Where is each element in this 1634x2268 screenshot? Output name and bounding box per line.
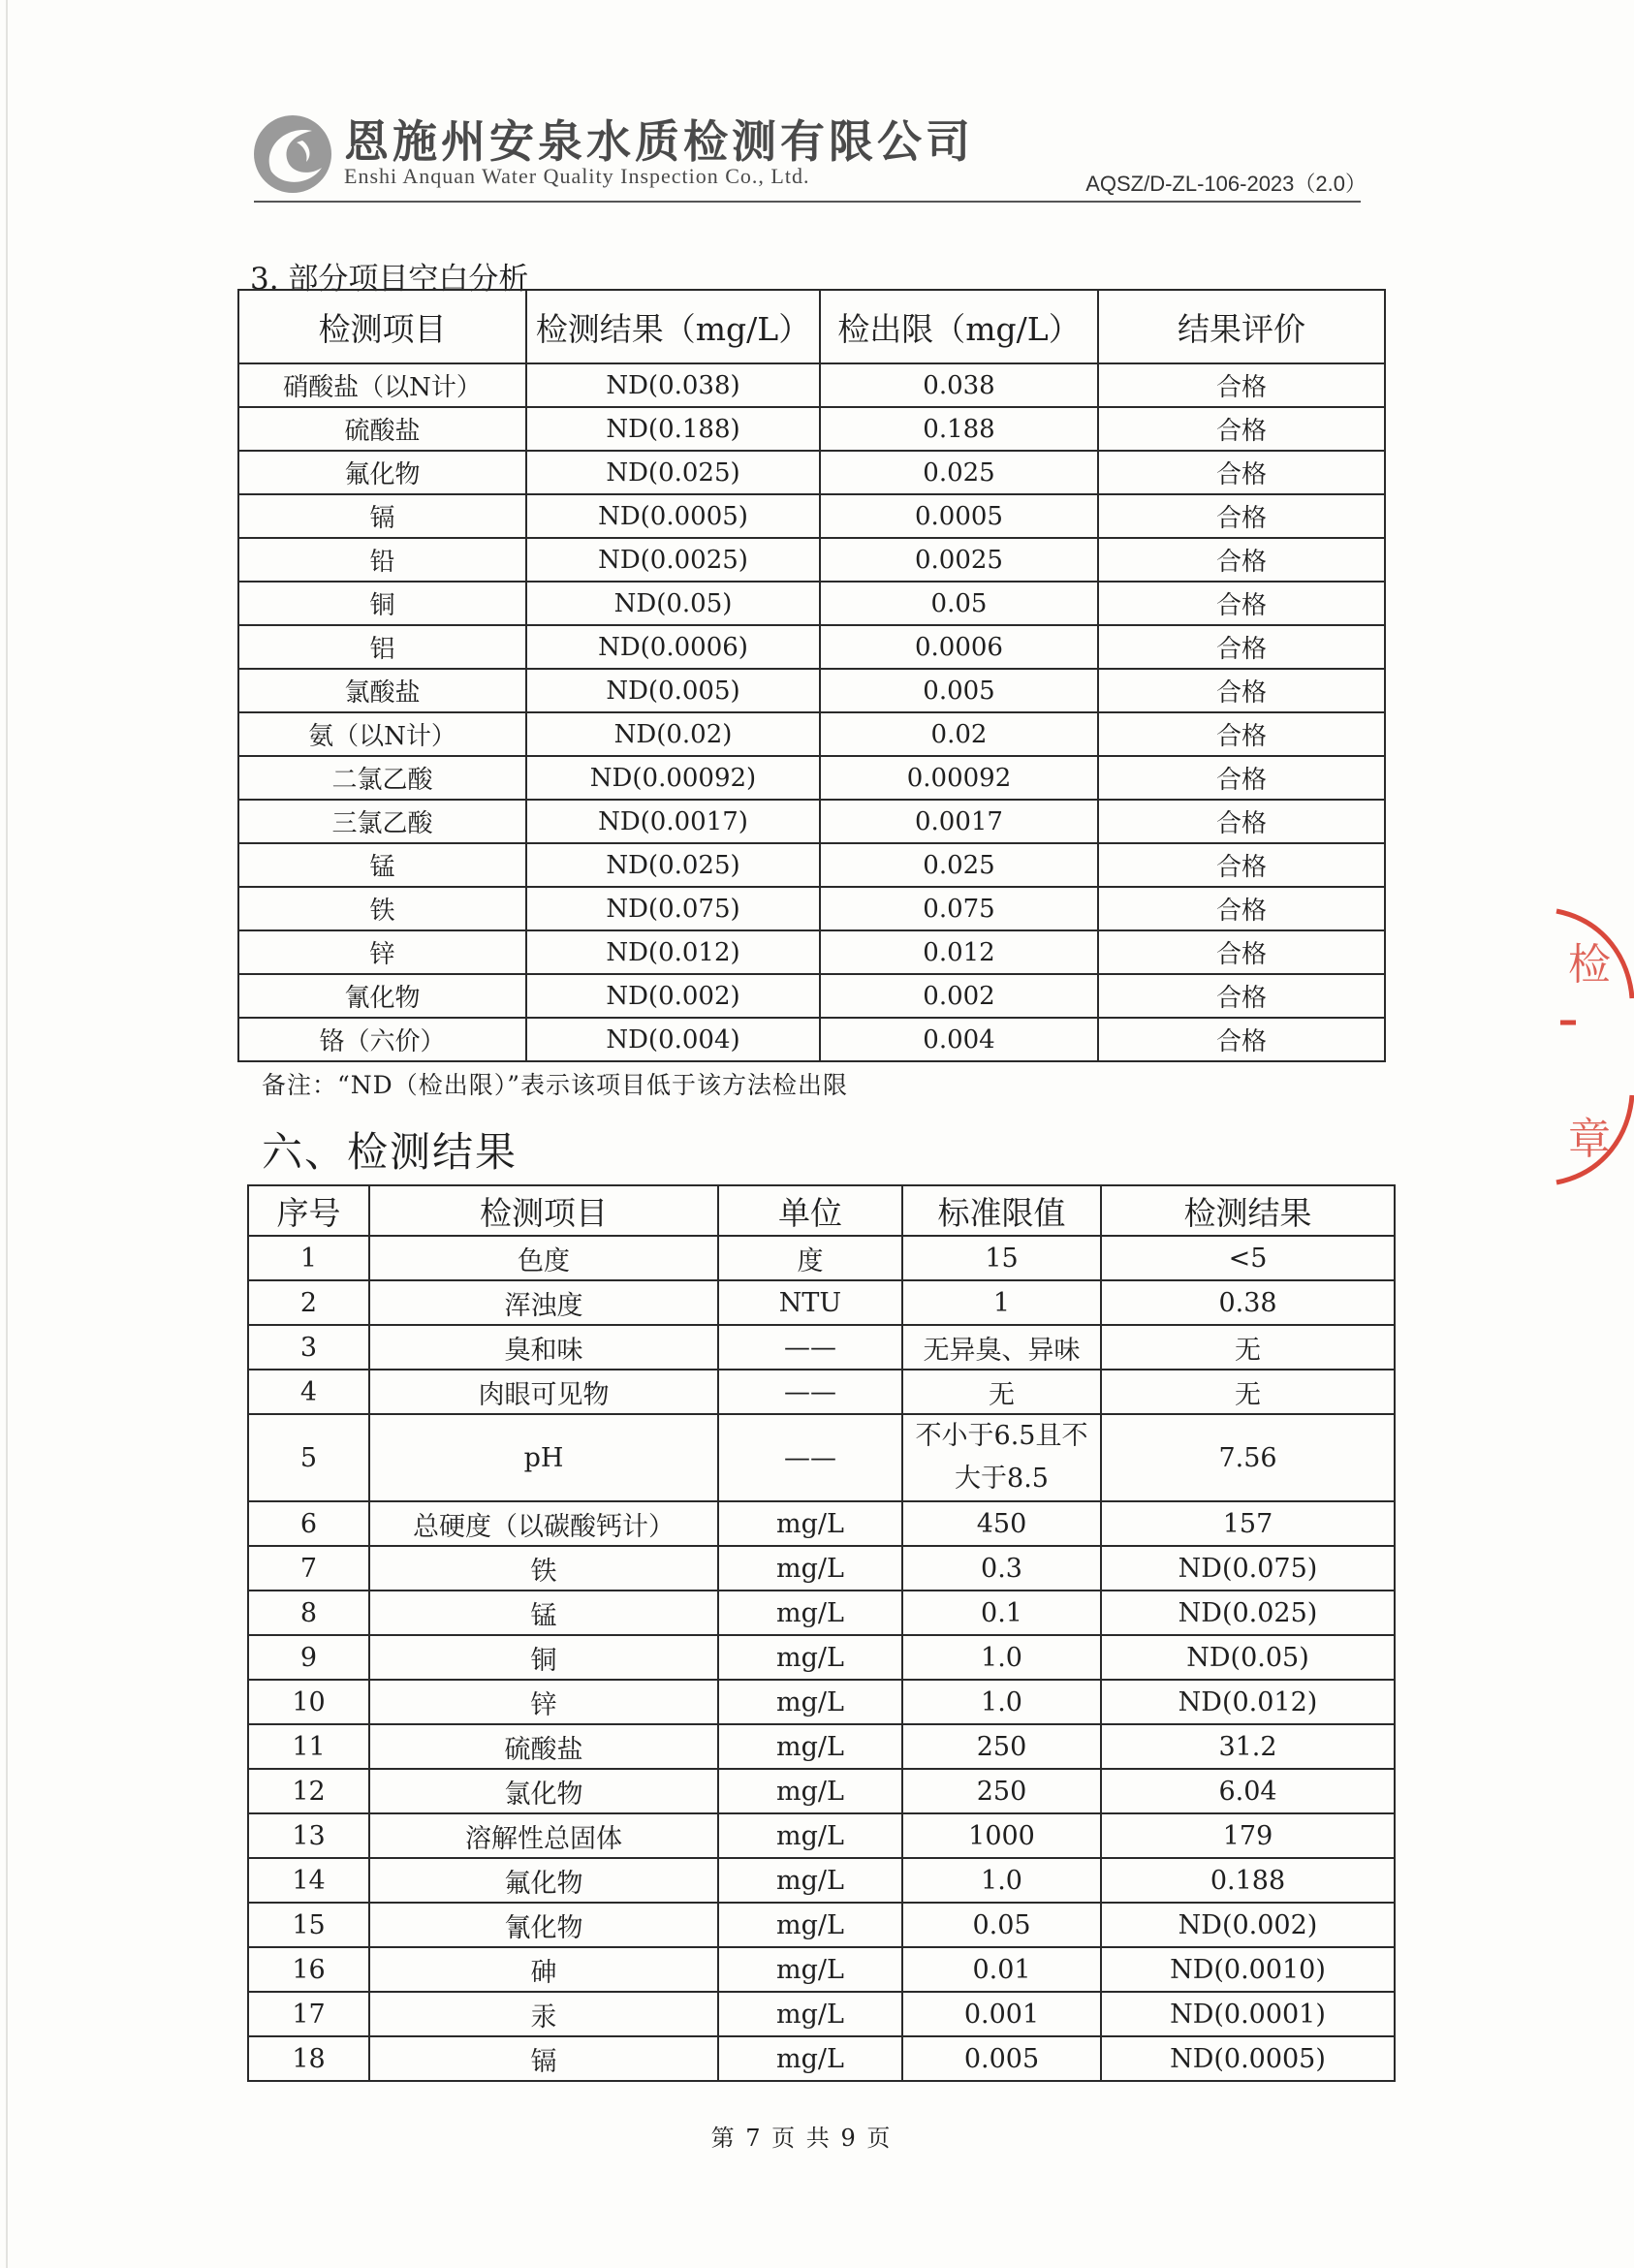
table-cell: mg/L — [718, 1813, 902, 1858]
table-cell: 合格 — [1098, 363, 1385, 407]
table-cell: 合格 — [1098, 1018, 1385, 1061]
table-cell: ND(0.025) — [526, 451, 820, 494]
table-cell: 合格 — [1098, 582, 1385, 625]
table-row — [248, 1947, 1395, 1992]
table-cell: ND(0.025) — [526, 843, 820, 887]
table-header-row — [248, 1185, 1395, 1236]
table-cell: 0.01 — [902, 1947, 1101, 1992]
table-cell: 14 — [248, 1858, 369, 1903]
table-cell: ND(0.0010) — [1101, 1947, 1395, 1992]
table-cell: 0.0025 — [820, 538, 1098, 582]
table-cell: ND(0.0025) — [526, 538, 820, 582]
table-cell: ND(0.0006) — [526, 625, 820, 669]
table-cell: ND(0.002) — [1101, 1903, 1395, 1947]
table-cell: pH — [369, 1414, 718, 1501]
table-cell: ND(0.075) — [526, 887, 820, 930]
table-cell: 总硬度（以碳酸钙计） — [369, 1501, 718, 1546]
table-cell: 硫酸盐 — [369, 1724, 718, 1769]
table-cell: 肉眼可见物 — [369, 1370, 718, 1414]
table-cell: 度 — [718, 1236, 902, 1280]
table-cell: NTU — [718, 1280, 902, 1325]
table-cell: mg/L — [718, 1769, 902, 1813]
table-cell: 1 — [902, 1280, 1101, 1325]
table-cell: 13 — [248, 1813, 369, 1858]
table-row — [248, 1591, 1395, 1635]
table-row — [248, 1236, 1395, 1280]
table-cell: ND(0.0005) — [1101, 2036, 1395, 2081]
table-cell: 8 — [248, 1591, 369, 1635]
column-header: 检测结果（mg/L） — [526, 290, 820, 363]
table-cell: 3 — [248, 1325, 369, 1370]
table-cell: 0.075 — [820, 887, 1098, 930]
table-row — [248, 1325, 1395, 1370]
table-header-row — [238, 290, 1385, 363]
table-cell: 7 — [248, 1546, 369, 1591]
table-cell: 0.05 — [820, 582, 1098, 625]
table-cell: 0.002 — [820, 974, 1098, 1018]
table-cell: 1 — [248, 1236, 369, 1280]
table-cell: 6 — [248, 1501, 369, 1546]
table-cell: mg/L — [718, 1947, 902, 1992]
table-cell: 合格 — [1098, 843, 1385, 887]
table-row — [248, 1546, 1395, 1591]
table-cell: 氰化物 — [238, 974, 526, 1018]
table-cell: 溶解性总固体 — [369, 1813, 718, 1858]
table-cell: 无 — [1101, 1325, 1395, 1370]
table-cell: 1.0 — [902, 1680, 1101, 1724]
table-cell: 锌 — [369, 1680, 718, 1724]
table-cell: 10 — [248, 1680, 369, 1724]
table-cell: 锰 — [238, 843, 526, 887]
red-seal-stamp-fragment-icon — [1547, 892, 1634, 1202]
table-cell: 179 — [1101, 1813, 1395, 1858]
table-cell: 氨（以N计） — [238, 712, 526, 756]
table-cell: 锌 — [238, 930, 526, 974]
table-cell: 不小于6.5且不大于8.5 — [902, 1414, 1101, 1501]
table-cell: 合格 — [1098, 712, 1385, 756]
table-cell: 汞 — [369, 1992, 718, 2036]
company-name-cn: 恩施州安泉水质检测有限公司 — [344, 115, 974, 168]
table-row — [248, 1903, 1395, 1947]
table-cell: 浑浊度 — [369, 1280, 718, 1325]
table-cell: 铜 — [369, 1635, 718, 1680]
table-cell: 0.188 — [820, 407, 1098, 451]
table-cell: mg/L — [718, 1724, 902, 1769]
table-row — [248, 1992, 1395, 2036]
table-cell: ND(0.004) — [526, 1018, 820, 1061]
table-cell: 0.005 — [902, 2036, 1101, 2081]
table-cell: ND(0.025) — [1101, 1591, 1395, 1635]
table-cell: 铬（六价） — [238, 1018, 526, 1061]
table-cell: ND(0.012) — [1101, 1680, 1395, 1724]
table-row — [238, 756, 1385, 800]
table-cell: 合格 — [1098, 407, 1385, 451]
table-cell: 二氯乙酸 — [238, 756, 526, 800]
results-section-title: 六、检测结果 — [262, 1128, 518, 1176]
table-cell: ND(0.188) — [526, 407, 820, 451]
table-cell: mg/L — [718, 1591, 902, 1635]
table-row — [238, 582, 1385, 625]
table-cell: 三氯乙酸 — [238, 800, 526, 843]
table-cell: 铁 — [369, 1546, 718, 1591]
table-cell: mg/L — [718, 1680, 902, 1724]
table-cell: mg/L — [718, 1992, 902, 2036]
table-cell: 0.0017 — [820, 800, 1098, 843]
table-cell: 色度 — [369, 1236, 718, 1280]
table-cell: 16 — [248, 1947, 369, 1992]
table-cell: 合格 — [1098, 494, 1385, 538]
table-row — [238, 712, 1385, 756]
table-cell: 无异臭、异味 — [902, 1325, 1101, 1370]
table-cell: 铝 — [238, 625, 526, 669]
table-cell: 氯化物 — [369, 1769, 718, 1813]
blank-analysis-table — [237, 289, 1386, 1062]
table-cell: 合格 — [1098, 756, 1385, 800]
table-cell: 0.0006 — [820, 625, 1098, 669]
table-cell: 锰 — [369, 1591, 718, 1635]
table-cell: ND(0.00092) — [526, 756, 820, 800]
table-cell: 0.012 — [820, 930, 1098, 974]
table-row — [238, 843, 1385, 887]
table-row — [248, 1635, 1395, 1680]
table-cell: mg/L — [718, 1501, 902, 1546]
table-cell: 250 — [902, 1724, 1101, 1769]
table-row — [248, 1813, 1395, 1858]
table-row — [248, 1680, 1395, 1724]
table-cell: <5 — [1101, 1236, 1395, 1280]
table-row — [248, 1501, 1395, 1546]
table-cell: 1000 — [902, 1813, 1101, 1858]
table-cell: 450 — [902, 1501, 1101, 1546]
table-row — [248, 1769, 1395, 1813]
table-note: 备注：“ND（检出限）”表示该项目低于该方法检出限 — [262, 1071, 848, 1099]
table-row — [238, 669, 1385, 712]
column-header: 单位 — [718, 1185, 902, 1236]
table-cell: 18 — [248, 2036, 369, 2081]
table-row — [238, 974, 1385, 1018]
seal-glyph-bottom: 章 — [1568, 1115, 1611, 1164]
table-cell: 0.025 — [820, 843, 1098, 887]
table-cell: 无 — [902, 1370, 1101, 1414]
document-code: AQSZ/D-ZL-106-2023（2.0） — [1085, 172, 1367, 196]
table-cell: ND(0.075) — [1101, 1546, 1395, 1591]
table-cell: 0.0005 — [820, 494, 1098, 538]
page-edge — [6, 0, 8, 2268]
table-row — [238, 451, 1385, 494]
table-row — [238, 363, 1385, 407]
table-cell: —— — [718, 1370, 902, 1414]
table-cell: —— — [718, 1325, 902, 1370]
table-cell: 0.188 — [1101, 1858, 1395, 1903]
table-cell: 镉 — [369, 2036, 718, 2081]
table-cell: ND(0.002) — [526, 974, 820, 1018]
table-row — [238, 625, 1385, 669]
table-cell: 0.005 — [820, 669, 1098, 712]
table-cell: ND(0.02) — [526, 712, 820, 756]
table-row — [238, 1018, 1385, 1061]
table-cell: 250 — [902, 1769, 1101, 1813]
table-cell: ND(0.0001) — [1101, 1992, 1395, 2036]
table-cell: ND(0.0017) — [526, 800, 820, 843]
table-cell: 9 — [248, 1635, 369, 1680]
table-cell: 合格 — [1098, 974, 1385, 1018]
table-cell: ND(0.05) — [1101, 1635, 1395, 1680]
table-cell: 砷 — [369, 1947, 718, 1992]
column-header: 结果评价 — [1098, 290, 1385, 363]
table-row — [248, 2036, 1395, 2081]
document-header — [252, 102, 1367, 208]
results-table — [247, 1184, 1396, 2082]
table-cell: 1.0 — [902, 1858, 1101, 1903]
table-cell: 氯酸盐 — [238, 669, 526, 712]
table-cell: 0.004 — [820, 1018, 1098, 1061]
table-row — [238, 494, 1385, 538]
blank-analysis-title: 3. 部分项目空白分析 — [250, 262, 529, 297]
table-cell: 12 — [248, 1769, 369, 1813]
table-row — [248, 1414, 1395, 1501]
table-cell: 氟化物 — [238, 451, 526, 494]
table-cell: 硝酸盐（以N计） — [238, 363, 526, 407]
company-name-en: Enshi Anquan Water Quality Inspection Co., Ltd. — [344, 164, 810, 188]
table-cell: 15 — [248, 1903, 369, 1947]
column-header: 检测结果 — [1101, 1185, 1395, 1236]
table-cell: 铁 — [238, 887, 526, 930]
table-cell: 合格 — [1098, 669, 1385, 712]
table-cell: 0.00092 — [820, 756, 1098, 800]
table-cell: ND(0.005) — [526, 669, 820, 712]
header-divider — [254, 201, 1361, 203]
page-number: 第 7 页 共 9 页 — [710, 2125, 893, 2152]
table-row — [248, 1858, 1395, 1903]
table-cell: 氟化物 — [369, 1858, 718, 1903]
table-cell: 0.02 — [820, 712, 1098, 756]
table-cell: 2 — [248, 1280, 369, 1325]
table-cell: mg/L — [718, 1546, 902, 1591]
table-cell: 硫酸盐 — [238, 407, 526, 451]
table-cell: 0.3 — [902, 1546, 1101, 1591]
table-cell: —— — [718, 1414, 902, 1501]
table-cell: 15 — [902, 1236, 1101, 1280]
table-row — [248, 1280, 1395, 1325]
column-header: 检测项目 — [369, 1185, 718, 1236]
table-cell: ND(0.05) — [526, 582, 820, 625]
table-row — [238, 538, 1385, 582]
table-cell: 7.56 — [1101, 1414, 1395, 1501]
table-cell: 合格 — [1098, 800, 1385, 843]
table-row — [248, 1370, 1395, 1414]
table-cell: 铅 — [238, 538, 526, 582]
table-cell: 镉 — [238, 494, 526, 538]
table-row — [238, 407, 1385, 451]
table-cell: ND(0.012) — [526, 930, 820, 974]
table-cell: ND(0.038) — [526, 363, 820, 407]
table-cell: 无 — [1101, 1370, 1395, 1414]
table-row — [238, 930, 1385, 974]
table-cell: 0.001 — [902, 1992, 1101, 2036]
table-row — [238, 887, 1385, 930]
table-cell: 11 — [248, 1724, 369, 1769]
table-cell: 1.0 — [902, 1635, 1101, 1680]
table-cell: 157 — [1101, 1501, 1395, 1546]
table-cell: 合格 — [1098, 451, 1385, 494]
table-cell: 合格 — [1098, 887, 1385, 930]
table-cell: 5 — [248, 1414, 369, 1501]
table-cell: 合格 — [1098, 625, 1385, 669]
seal-glyph-top: 检 — [1568, 940, 1611, 990]
column-header: 序号 — [248, 1185, 369, 1236]
table-cell: 合格 — [1098, 930, 1385, 974]
table-cell: mg/L — [718, 1635, 902, 1680]
water-drop-swirl-logo-icon — [252, 113, 333, 195]
table-cell: 4 — [248, 1370, 369, 1414]
table-cell: 6.04 — [1101, 1769, 1395, 1813]
table-cell: 0.38 — [1101, 1280, 1395, 1325]
table-cell: 0.038 — [820, 363, 1098, 407]
table-cell: mg/L — [718, 1903, 902, 1947]
table-cell: 0.1 — [902, 1591, 1101, 1635]
table-cell: 31.2 — [1101, 1724, 1395, 1769]
table-row — [238, 800, 1385, 843]
table-cell: mg/L — [718, 1858, 902, 1903]
column-header: 检测项目 — [238, 290, 526, 363]
table-cell: 17 — [248, 1992, 369, 2036]
table-cell: ND(0.0005) — [526, 494, 820, 538]
table-cell: 合格 — [1098, 538, 1385, 582]
column-header: 标准限值 — [902, 1185, 1101, 1236]
column-header: 检出限（mg/L） — [820, 290, 1098, 363]
table-cell: 0.025 — [820, 451, 1098, 494]
table-cell: 氰化物 — [369, 1903, 718, 1947]
table-cell: mg/L — [718, 2036, 902, 2081]
table-cell: 铜 — [238, 582, 526, 625]
table-cell: 0.05 — [902, 1903, 1101, 1947]
table-row — [248, 1724, 1395, 1769]
table-cell: 臭和味 — [369, 1325, 718, 1370]
